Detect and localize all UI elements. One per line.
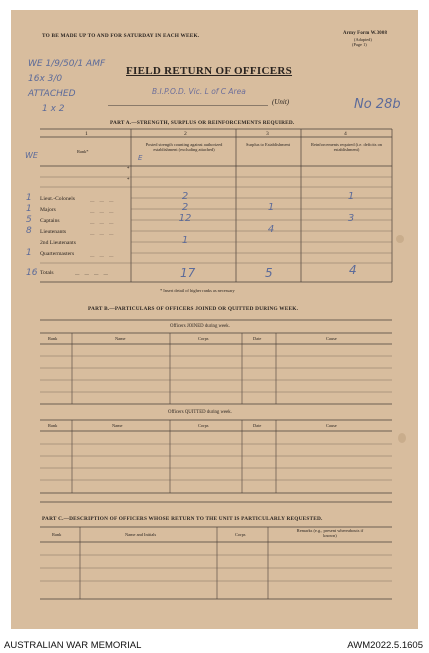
quitted-col-rank: Rank: [48, 423, 58, 428]
part-a-heading: PART A.—STRENGTH, SURPLUS OR REINFORCEMENTS REQUIRED.: [110, 120, 295, 126]
quitted-col-cause: Cause: [326, 423, 337, 428]
part-b-heading: PART B.—PARTICULARS OF OFFICERS JOINED OR QUITTED DURING WEEK.: [88, 306, 299, 312]
form-page: (Page 1): [352, 42, 367, 47]
posted-values: 2 2 12 1: [178, 191, 192, 246]
joined-col-date: Date: [253, 336, 262, 341]
form-number: Army Form W.3008: [343, 31, 388, 36]
footer-accession: AWM2022.5.1605: [347, 640, 423, 651]
posted-header: Posted strength counting against authorized establishment (excluding attached): [145, 142, 223, 152]
partc-col-name: Name and Initials: [125, 532, 157, 537]
joined-col-corps: Corps: [198, 336, 209, 341]
archive-footer: [0, 633, 429, 653]
col3-number: 3: [266, 131, 269, 137]
surplus-values: 1 4: [267, 202, 275, 235]
leader-dots: — — — — — — — — — — — — — — —: [90, 198, 116, 258]
form-title: FIELD RETURN OF OFFICERS: [126, 65, 293, 77]
rank-label: 2nd Lieutenants: [40, 240, 76, 246]
joined-heading: Officers JOINED during week.: [170, 324, 230, 329]
quitted-col-name: Name: [112, 423, 123, 428]
unit-name: B.I.P.O.D. Vic. L of C Area: [152, 87, 246, 96]
total-reinforcements: 4: [349, 263, 357, 277]
form-adapted: (Adapted): [354, 37, 372, 42]
col4-number: 4: [344, 131, 347, 137]
rank-label: Lieutenants: [40, 229, 67, 235]
joined-col-cause: Cause: [326, 336, 337, 341]
rank-label: Lieut.-Colonels: [40, 196, 75, 202]
totals-label: Totals: [40, 270, 54, 276]
instruction-text: TO BE MADE UP TO AND FOR SATURDAY IN EACH WEEK.: [42, 33, 200, 39]
surplus-header: Surplus to Establishment: [246, 142, 290, 147]
rank-header: Rank*: [77, 149, 89, 154]
quitted-col-corps: Corps: [198, 423, 209, 428]
totals-margin: 16: [26, 268, 38, 278]
we-note: WE: [25, 151, 38, 160]
part-c-heading: PART C.—DESCRIPTION OF OFFICERS WHOSE RETURN TO THE UNIT IS PARTICULARLY REQUESTED.: [42, 516, 323, 522]
leader-dots: — — — —: [75, 271, 110, 276]
partc-col-rank: Rank: [52, 532, 62, 537]
rank-label: Quartermasters: [40, 251, 75, 257]
rank-label: Captains: [40, 218, 60, 224]
total-surplus: 5: [265, 266, 273, 280]
margin-count-column: 1 1 5 8 1: [26, 193, 32, 258]
reinforcements-header: Reinforcements required (i.e. deficits on establishment): [311, 142, 382, 152]
footnote: * Insert detail of higher ranks as necessary: [160, 288, 235, 293]
quitted-col-date: Date: [253, 423, 262, 428]
reinforcement-values: 1 3: [347, 191, 355, 224]
asterisk-mark: *: [127, 178, 130, 183]
col1-number: 1: [85, 131, 88, 137]
partc-col-remarks: Remarks (e.g., present whereabouts if known): [296, 528, 364, 538]
quitted-heading: Officers QUITTED during week.: [168, 410, 232, 415]
unit-label: (Unit): [272, 98, 290, 106]
partc-col-corps: Corps: [235, 532, 246, 537]
footer-institution: AUSTRALIAN WAR MEMORIAL: [4, 640, 142, 651]
asterisk-mark: *: [127, 167, 130, 172]
joined-col-rank: Rank: [48, 336, 58, 341]
rank-label: Majors: [40, 207, 56, 213]
margin-note: WE 1/9/50/1 AMF 16x 3/0 ATTACHED 1 x 2: [28, 59, 106, 114]
e-note: E: [138, 154, 143, 162]
col2-number: 2: [184, 131, 187, 137]
joined-col-name: Name: [115, 336, 126, 341]
return-number: No 28b: [354, 97, 401, 112]
total-posted: 17: [180, 266, 196, 280]
